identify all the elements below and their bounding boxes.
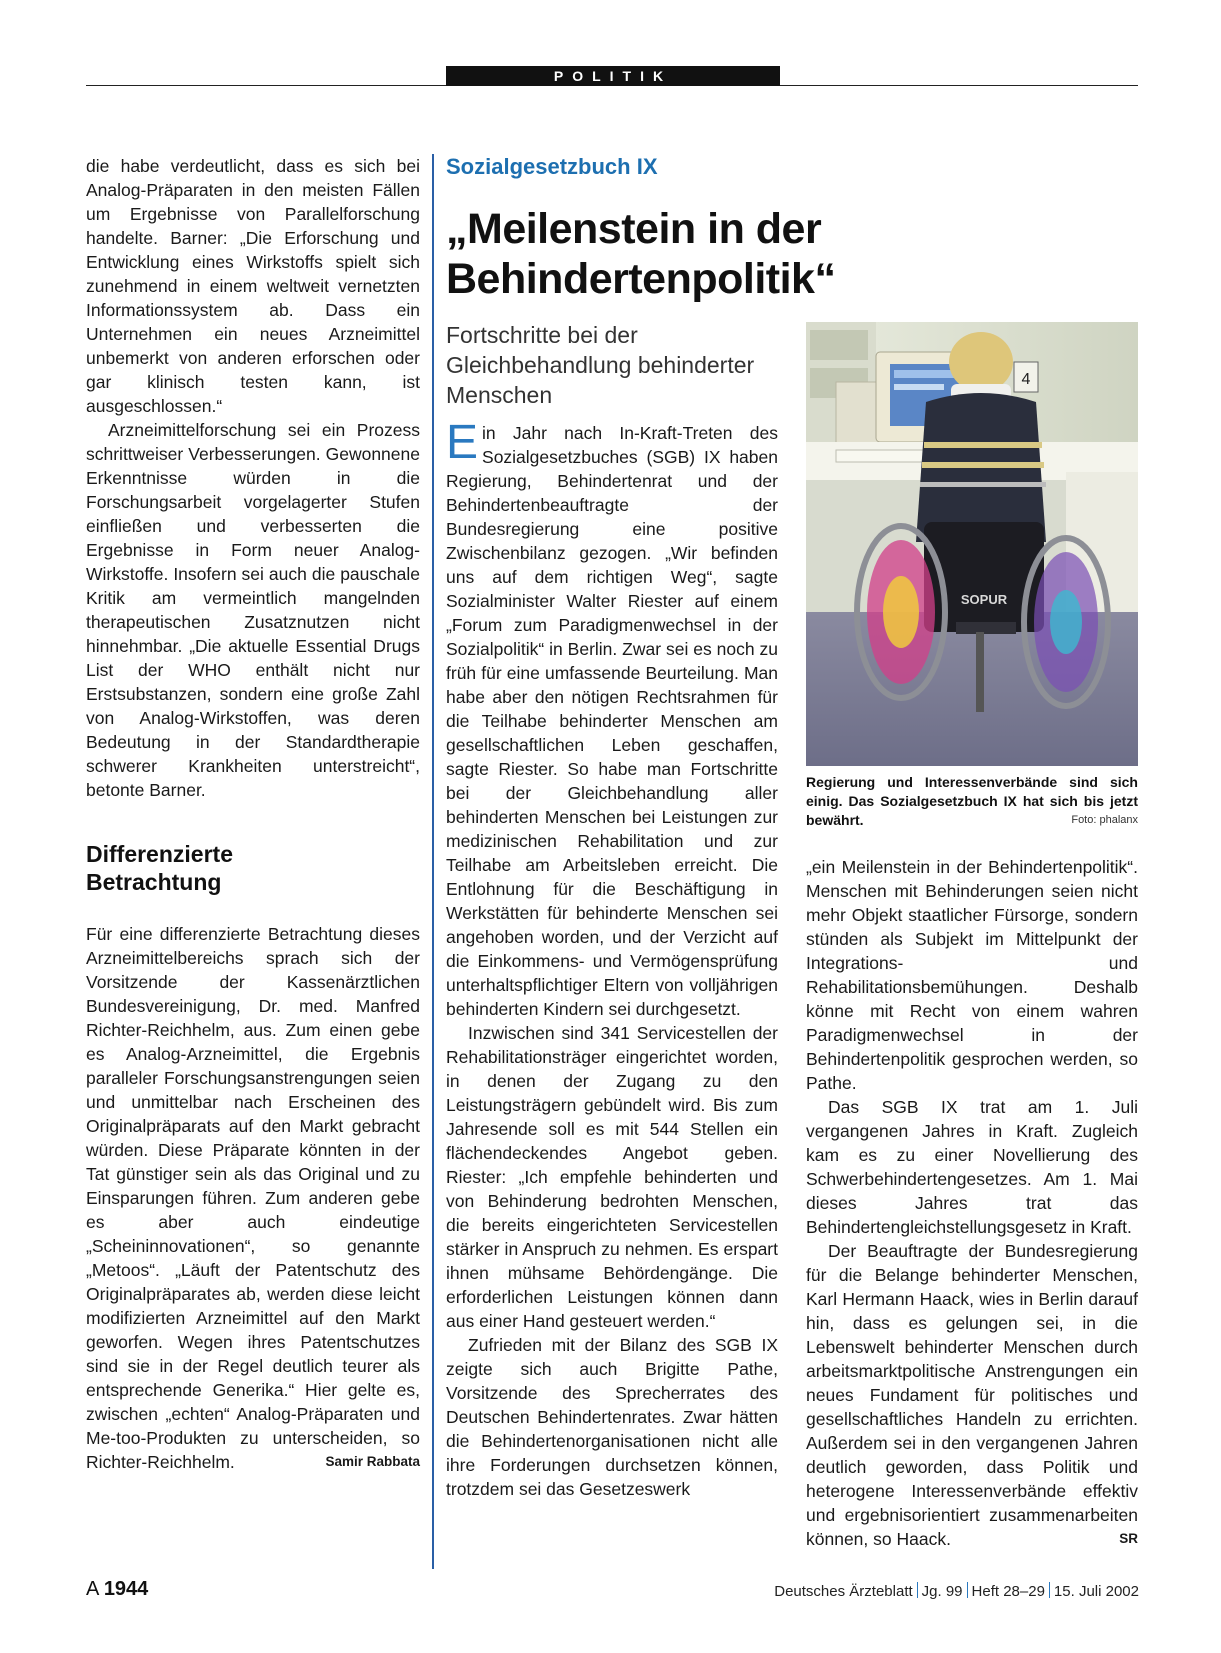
paragraph-text: Für eine differenzierte Betrachtung dieses Arzneimittelbereichs sprach sich der Vorsitzende der Kassenärztlichen Bundesvereinigung, Dr. med. Manfred Richter-Reichhelm, aus. Zum einen gebe es Analog-Arzneimittel, die Ergebnis paralleler Forschungsanstrengungen seien und unmittelbar nach Erscheinen des Originalpräparats auf den Markt gebracht würden. Diese Präparate könnten in der Tat günstiger sein als das Original und zu Einsparungen führen. Zum anderen gebe es aber auch eindeutige „Scheininnovationen“, so genannte „Metoos“. „Läuft der Patentschutz des Originalpräparates ab, werden diese leicht modifizierten Arzneimittel auf den Markt geworfen. Wegen ihres Patentschutzes sind sie in der Regel deutlich teurer als entsprechende Generika.“ Hier gelte es, zwischen „echten“ Analog-Präparaten und Me-too-Produkten zu unterscheiden, so Richter-Reichhelm. bbox=[86, 924, 420, 1472]
article-headline bbox=[446, 204, 866, 304]
photo-credit: Foto: phalanx bbox=[1071, 814, 1138, 826]
page-value: 1944 bbox=[103, 1578, 149, 1600]
column-right bbox=[806, 855, 1138, 1551]
article-kicker: Sozialgesetzbuch IX bbox=[446, 154, 658, 179]
journal-volume: Jg. 99 bbox=[921, 1583, 963, 1600]
footer-separator bbox=[967, 1582, 968, 1598]
paragraph: Zufrieden mit der Bilanz des SGB IX zeigte sich auch Brigitte Pathe, Vorsitzende des Sprecherrates des Deutschen Behindertenrates. Zwar hätten die Behindertenorganisationen nicht alle ihre Forderungen durchsetzen können, trotzdem sei das Gesetzeswerk bbox=[446, 1335, 778, 1499]
paragraph-text: Der Beauftragte der Bundesregierung für die Belange behinderter Menschen, Karl Hermann Haack, wies in Berlin darauf hin, dass es gelungen sei, in die Lebenswelt behinderter Menschen durch arbeitsmarktpolitische Anstrengungen ein neues Fundament für politisches und gesellschaftliches Handeln zu errichten. Außerdem sei in den vergangenen Jahren deutlich geworden, dass Politik und heterogene Interessenverbände effektiv und ergebnisorientiert zusammenarbeiten können, so Haack. bbox=[806, 1241, 1138, 1549]
article-dek: Fortschritte bei der Gleichbehandlung behinderter Menschen bbox=[446, 322, 755, 408]
article-photo bbox=[806, 322, 1138, 766]
paragraph: die habe verdeutlicht, dass es sich bei Analog-Präparaten in den meisten Fällen um Ergebnisse von Parallelforschung handelte. Barner: „Die Erforschung und Entwicklung eines Wirkstoffs spielt sich zunehmend in einem weltweit vernetzten Informationssystem ab. Dass ein Unternehmen ein neues Arzneimittel unbemerkt von anderen erforschen oder gar klinisch testen kann, ist ausgeschlossen.“ bbox=[86, 156, 420, 416]
journal-issue: Heft 28–29 bbox=[971, 1583, 1045, 1600]
subheading-line: Betrachtung bbox=[86, 869, 222, 895]
footer-separator bbox=[1049, 1582, 1050, 1598]
paragraph: Inzwischen sind 341 Servicestellen der Rehabilitationsträger eingerichtet worden, in denen der Zugang zu den Leistungsträgern gebündelt wird. Bis zum Jahresende soll es mit 544 Stellen ein flächendeckendes Angebot geben. Riester: „Ich empfehle behinderten und von Behinderung bedrohten Menschen, die bereits eingerichteten Servicestellen stärker in Anspruch zu nehmen. Es erspart ihnen mühsame Behördengänge. Die erforderlichen Leistungen können dann aus einer Hand gesteuert werden.“ bbox=[446, 1023, 778, 1331]
paragraph bbox=[806, 1239, 1138, 1551]
journal-name: Deutsches Ärzteblatt bbox=[774, 1583, 913, 1600]
paragraph-text: in Jahr nach In-Kraft-Treten des Sozialgesetzbuches (SGB) IX haben Regierung, Behindertenrat und der Behindertenbeauftragte der Bundesregierung eine positive Zwischenbilanz gezogen. „Wir befinden uns auf dem richtigen Weg“, sagte Sozialminister Walter Riester auf einem „Forum zum Paradigmenwechsel in der Sozialpolitik“ in Berlin. Zwar sei es noch zu früh für eine umfassende Beurteilung. Man habe aber den nötigen Rechtsrahmen für die Teilhabe behinderter Menschen am gesellschaftlichen Leben geschaffen, sagte Riester. So habe man Fortschritte bei der Gleichbehandlung aller behinderten Menschen bei Leistungen zur medizinischen Rehabilitation und zur Teilhabe am Arbeitsleben erreicht. Die Entlohnung für die Beschäftigung in Werkstätten für behinderte Menschen sei angehoben worden, und der Verzicht auf die Einkommens- und Vermögensprüfung unterhaltspflichtiger Eltern von volljährigen behinderten Kindern sei durchgesetzt. bbox=[446, 423, 778, 1019]
paragraph: Das SGB IX trat am 1. Juli vergangenen Jahres in Kraft. Zugleich kam es zu einer Novellierung des Schwerbehindertengesetzes. Am 1. Mai dieses Jahres trat das Behindertengleichstellungsgesetz in Kraft. bbox=[806, 1097, 1138, 1237]
footer-separator bbox=[917, 1582, 918, 1598]
column-left bbox=[86, 154, 420, 1474]
author-byline: SR bbox=[1119, 1531, 1138, 1546]
page-number bbox=[86, 1578, 148, 1601]
paragraph bbox=[446, 416, 778, 1021]
author-byline: Samir Rabbata bbox=[325, 1454, 420, 1469]
paragraph: Arzneimittelforschung sei ein Prozess schrittweiser Verbesserungen. Gewonnene Erkenntnisse würden in die Forschungsarbeit vorgelagerter Stufen einfließen und verbesserten die Ergebnisse in Form neuer Analog-Wirkstoffe. Insofern sei auch die pauschale Kritik am vermeintlich mangelnden therapeutischen Zusatznutzen nicht hinnehmbar. „Die aktuelle Essential Drugs List der WHO enthält nicht nur Erstsubstanzen, sondern eine große Zahl von Analog-Wirkstoffen, was deren Bedeutung in der Standardtherapie schwerer Krankheiten unterstreicht“, betonte Barner. bbox=[86, 420, 420, 800]
wheelchair-office-photo bbox=[806, 322, 1138, 766]
section-banner: POLITIK bbox=[446, 66, 780, 86]
subheading-line: Differenzierte bbox=[86, 841, 233, 867]
column-divider bbox=[432, 154, 434, 1569]
journal-info bbox=[774, 1582, 1139, 1600]
caption-text: Regierung und Interessenverbände sind sich einig. Das Sozialgesetzbuch IX hat sich bis jetzt bewährt. bbox=[806, 774, 1138, 828]
paragraph: „ein Meilenstein in der Behindertenpolitik“. Menschen mit Behinderungen seien nicht mehr Objekt staatlicher Fürsorge, sondern stünden als Subjekt im Mittelpunkt der Integrations- und Rehabilitationsbemühungen. Deshalb könne mit Recht von einem wahren Paradigmenwechsel in der Behindertenpolitik gesprochen werden, so Pathe. bbox=[806, 857, 1138, 1093]
headline-line: „Meilenstein in der bbox=[446, 205, 822, 253]
counter-sign-number: 4 bbox=[1021, 371, 1031, 388]
paragraph bbox=[86, 922, 420, 1474]
wheelchair-brand: SOPUR bbox=[960, 592, 1008, 607]
drop-cap: E bbox=[446, 416, 479, 469]
photo-caption bbox=[806, 773, 1138, 830]
journal-date: 15. Juli 2002 bbox=[1053, 1583, 1139, 1600]
page-prefix: A bbox=[86, 1578, 99, 1600]
column-middle bbox=[446, 416, 778, 1501]
subheading bbox=[86, 840, 420, 896]
headline-line: Behindertenpolitik“ bbox=[446, 255, 836, 303]
